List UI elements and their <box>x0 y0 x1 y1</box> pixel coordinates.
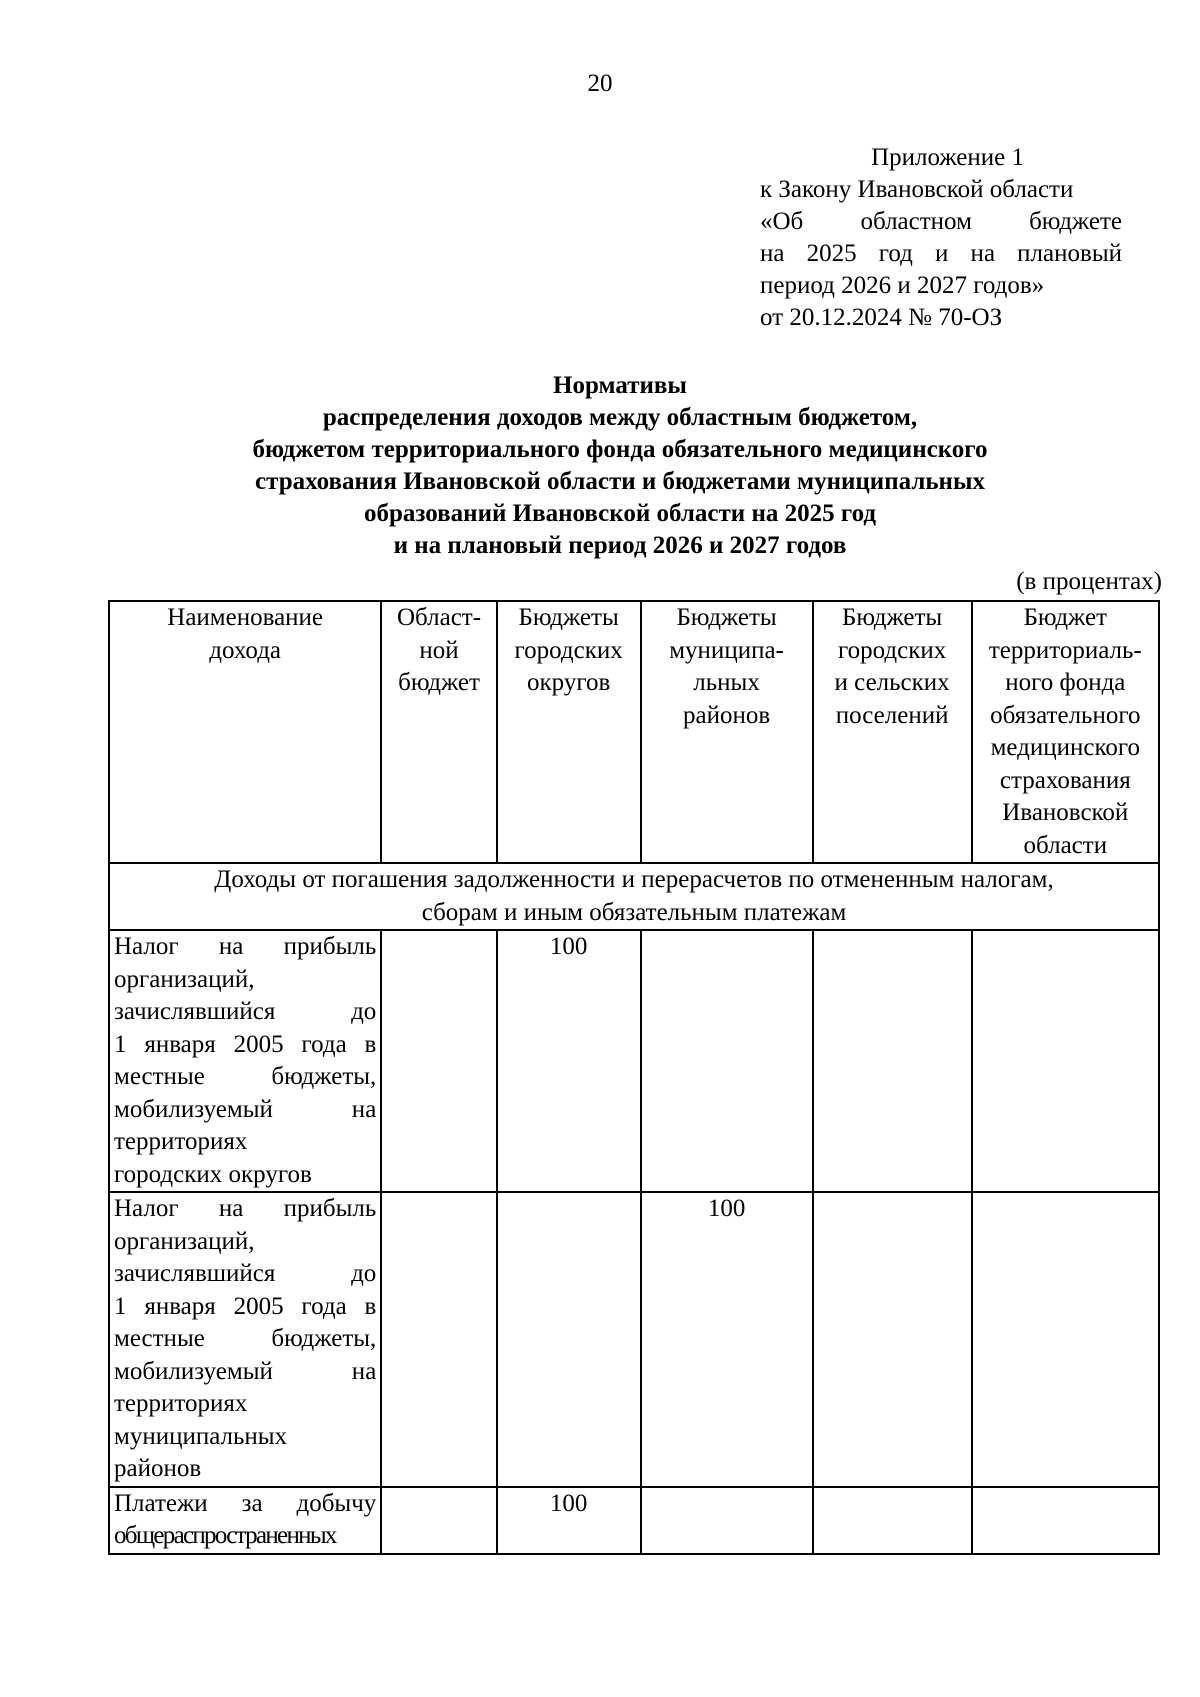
header-line: городских <box>514 636 623 664</box>
page-number: 20 <box>587 70 613 97</box>
header-municipal-districts <box>641 601 813 863</box>
income-name-line: территориях <box>114 1128 248 1155</box>
header-income-name <box>109 601 381 863</box>
header-settlements <box>813 601 972 863</box>
income-name-line: организаций, <box>114 965 255 993</box>
income-name-line: организаций, <box>114 1227 255 1255</box>
title-line: распределения доходов между областным бюджетом, <box>322 404 918 431</box>
table-row <box>109 930 1159 1192</box>
appendix-line: от 20.12.2024 № 70-ОЗ <box>760 304 1003 331</box>
income-name-line: районов <box>114 1455 202 1482</box>
oblast-budget-cell <box>381 930 496 1192</box>
income-name-line: общераспространенных <box>114 1522 336 1549</box>
section-line: сборам и иным обязательным платежам <box>421 898 847 926</box>
appendix-line: к Закону Ивановской области <box>760 176 1074 203</box>
income-name-cell <box>109 930 381 1192</box>
header-line: Ивановской <box>1002 799 1129 826</box>
header-line: льных <box>693 669 760 696</box>
header-line: городских <box>837 636 947 664</box>
header-line: Бюджет <box>1023 604 1108 631</box>
city-districts-cell: 100 <box>497 930 641 1192</box>
income-name-line: зачислявшийся до <box>114 998 377 1025</box>
income-name-line: Платежи за добычу <box>114 1489 377 1517</box>
city-districts-cell <box>497 1192 641 1487</box>
title-line: бюджетом территориального фонда обязательного медицинского <box>252 436 988 463</box>
header-line: муниципа- <box>669 636 784 664</box>
income-name-line: 1 января 2005 года в <box>114 1292 377 1320</box>
header-line: дохода <box>209 636 282 664</box>
settlements-cell <box>813 1487 972 1554</box>
income-name-line: территориях <box>114 1390 248 1417</box>
appendix-header <box>760 142 1122 334</box>
header-line: Наименование <box>167 604 324 631</box>
municipal-districts-cell <box>641 1487 813 1554</box>
appendix-line: Приложение 1 <box>871 144 1024 171</box>
header-line: медицинского <box>990 734 1141 761</box>
income-name-line: 1 января 2005 года в <box>114 1030 377 1058</box>
oblast-budget-cell <box>381 1487 496 1554</box>
unit-label: (в процентах) <box>1016 568 1162 595</box>
income-name-line: муниципальных <box>114 1422 288 1450</box>
header-line: и сельских <box>834 669 950 696</box>
header-line: бюджет <box>398 669 480 696</box>
appendix-line: период 2026 и 2027 годов» <box>760 272 1045 299</box>
income-name-line: Налог на прибыль <box>114 933 377 960</box>
header-line: Област- <box>396 604 482 631</box>
municipal-districts-cell: 100 <box>641 1192 813 1487</box>
header-line: округов <box>527 669 611 696</box>
table-row <box>109 1192 1159 1487</box>
header-line: области <box>1023 831 1108 859</box>
income-name-line: Налог на прибыль <box>114 1195 377 1222</box>
income-name-line: мобилизуемый на <box>114 1357 377 1385</box>
norms-table <box>108 600 1160 1555</box>
table-row <box>109 1487 1159 1554</box>
title-line: Нормативы <box>553 372 687 399</box>
header-line: поселений <box>835 701 949 729</box>
income-name-line: местные бюджеты, <box>114 1325 377 1352</box>
header-oblast-budget <box>381 601 496 863</box>
income-name-line: мобилизуемый на <box>114 1095 377 1123</box>
header-tfoms-budget <box>972 601 1159 863</box>
section-row <box>109 863 1159 930</box>
title-line: страхования Ивановской области и бюджетами муниципальных <box>255 468 985 495</box>
appendix-line: на 2025 год и на плановый <box>760 240 1122 267</box>
income-name-line: городских округов <box>114 1160 312 1188</box>
header-line: ного фонда <box>1005 669 1126 696</box>
tfoms-budget-cell <box>972 1192 1159 1487</box>
document-title <box>0 370 1200 562</box>
header-line: обязательного <box>990 701 1141 729</box>
tfoms-budget-cell <box>972 930 1159 1192</box>
header-line: страхования <box>999 766 1131 794</box>
oblast-budget-cell <box>381 1192 496 1487</box>
income-name-line: зачислявшийся до <box>114 1260 377 1287</box>
header-line: Бюджеты <box>518 604 619 631</box>
table-header-row <box>109 601 1159 863</box>
city-districts-cell: 100 <box>497 1487 641 1554</box>
header-city-districts <box>497 601 641 863</box>
section-line: Доходы от погашения задолженности и перерасчетов по отмененным налогам, <box>214 866 1054 893</box>
tfoms-budget-cell <box>972 1487 1159 1554</box>
header-line: ной <box>419 636 459 664</box>
appendix-line: «Об областном бюджете <box>760 208 1122 235</box>
income-name-line: местные бюджеты, <box>114 1063 377 1090</box>
header-line: территориаль- <box>988 636 1142 664</box>
municipal-districts-cell <box>641 930 813 1192</box>
settlements-cell <box>813 930 972 1192</box>
income-name-cell <box>109 1192 381 1487</box>
settlements-cell <box>813 1192 972 1487</box>
header-line: Бюджеты <box>676 604 777 631</box>
title-line: и на плановый период 2026 и 2027 годов <box>393 532 847 559</box>
header-line: районов <box>682 701 771 729</box>
title-line: образований Ивановской области на 2025 год <box>364 500 876 527</box>
income-name-cell <box>109 1487 381 1554</box>
header-line: Бюджеты <box>841 604 943 631</box>
section-title <box>109 863 1159 930</box>
